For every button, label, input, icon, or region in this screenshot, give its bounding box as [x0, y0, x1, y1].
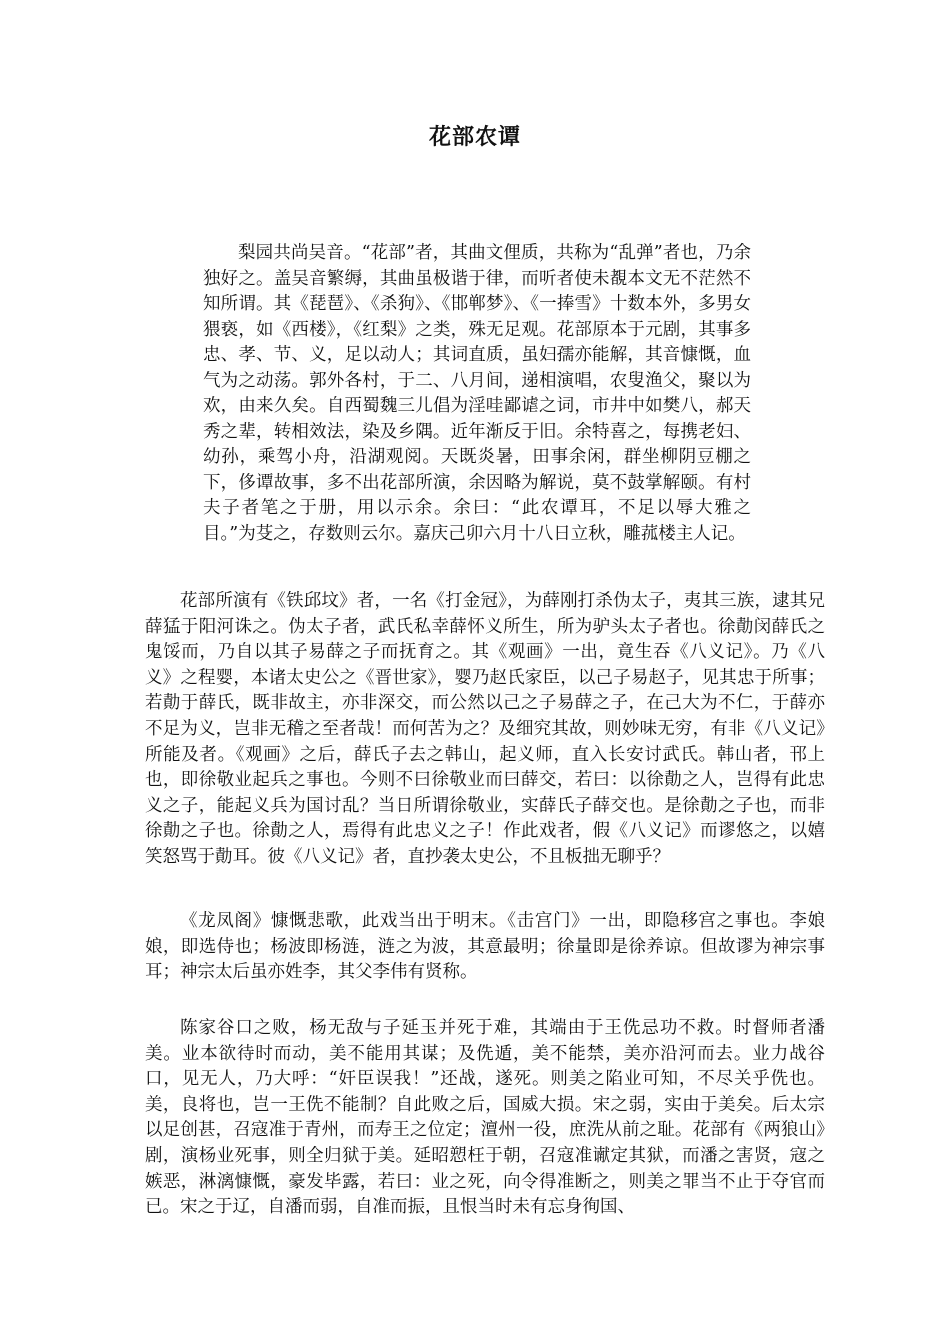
body-paragraph: 花部所演有《铁邱坟》者，一名《打金冠》，为薛刚打杀伪太子，夷其三族，逮其兄薛猛于阳河诛之。伪太子者，武氏私幸薛怀义所生，所为驴头太子者也。徐勣闵薛氏之鬼馁而，乃自以其子易薛之子而抚育之。其《观画》一出，竟生吞《八义记》。乃《八义》之程婴，本诸太史公之《晋世家》，婴乃赵氏家臣，以己子易赵子，见其忠于所事；若勣于薛氏，既非故主，亦非深交，而公然以己之子易薛之子，在己大为不仁，于薛亦不足为义，岂非无稽之至者哉！而何苦为之？及细究其故，则妙味无穷，有非《八义记》所能及者。《观画》之后，薛氏子去之韩山，起义师，直入长安讨武氏。韩山者，邗上也，即徐敬业起兵之事也。今则不曰徐敬业而曰薛交，若曰：以徐勣之人，岂得有此忠义之子，能起义兵为国讨乱？当日所谓徐敬业，实薛氏子薛交也。是徐勣之子也，而非徐勣之子也。徐勣之人，焉得有此忠义之子！作此戏者，假《八义记》而谬悠之，以嬉笑怒骂于勣耳。彼《八义记》者，直抄袭太史公，不且板拙无聊乎？: [145, 591, 825, 867]
body-paragraph: 《龙凤阁》慷慨悲歌，此戏当出于明末。《击宫门》一出，即隐移宫之事也。李娘娘，即选侍也；杨波即杨涟，涟之为波，其意最明；徐量即是徐养谅。但故谬为神宗事耳；神宗太后虽亦姓李，其父李伟有贤称。: [145, 911, 825, 983]
body-paragraph: 陈家谷口之败，杨无敌与子延玉并死于难，其端由于王侁忌功不救。时督师者潘美。业本欲待时而动，美不能用其谋；及侁遁，美不能禁，美亦沿河而去。业力战谷口，见无人，乃大呼：“奸臣误我！”还战，遂死。则美之陷业可知，不尽关乎侁也。美，良将也，岂一王侁不能制？自此败之后，国威大损。宋之弱，实由于美矣。后太宗以足创甚，召寇准于青州，而寿王之位定；澶州一役，庶洗从前之耻。花部有《两狼山》剧，演杨业死事，则全归狱于美。延昭愬枉于朝，召寇准谳定其狱，而潘之害贤，寇之嫉恶，淋漓慷慨，豪发毕露，若曰：业之死，向令得准断之，则美之罪当不止于夺官而已。宋之于辽，自潘而弱，自准而振，且恨当时未有忘身徇国、: [145, 1018, 825, 1218]
page-title: 花部农谭: [428, 124, 521, 150]
preface-paragraph: 梨园共尚吴音。“花部”者，其曲文俚质，共称为“乱弹”者也，乃余独好之。盖吴音繁缛，其曲虽极谐于律，而听者使未覩本文无不茫然不知所谓。其《琵琶》、《杀狗》、《邯郸梦》、《一捧雪》十数本外，多男女猥亵，如《西楼》，《红梨》之类，殊无足观。花部原本于元剧，其事多忠、孝、节、义，足以动人；其词直质，虽妇孺亦能解，其音慷慨，血气为之动荡。郭外各村，于二、八月间，递相演唱，农叟渔父，聚以为欢，由来久矣。自西蜀魏三儿倡为淫哇鄙谑之词，市井中如樊八，郝天秀之辈，转相效法，染及乡隅。近年渐反于旧。余特喜之，每携老妇、幼孙，乘驾小舟，沿湖观阅。天既炎暑，田事余闲，群坐柳阴豆棚之下，侈谭故事，多不出花部所演，余因略为解说，莫不鼓掌解颐。有村夫子者笔之于册，用以示余。余曰：“此农谭耳，不足以辱大雅之目。”为芟之，存数则云尔。嘉庆己卯六月十八日立秋，雕菰楼主人记。: [203, 243, 751, 544]
